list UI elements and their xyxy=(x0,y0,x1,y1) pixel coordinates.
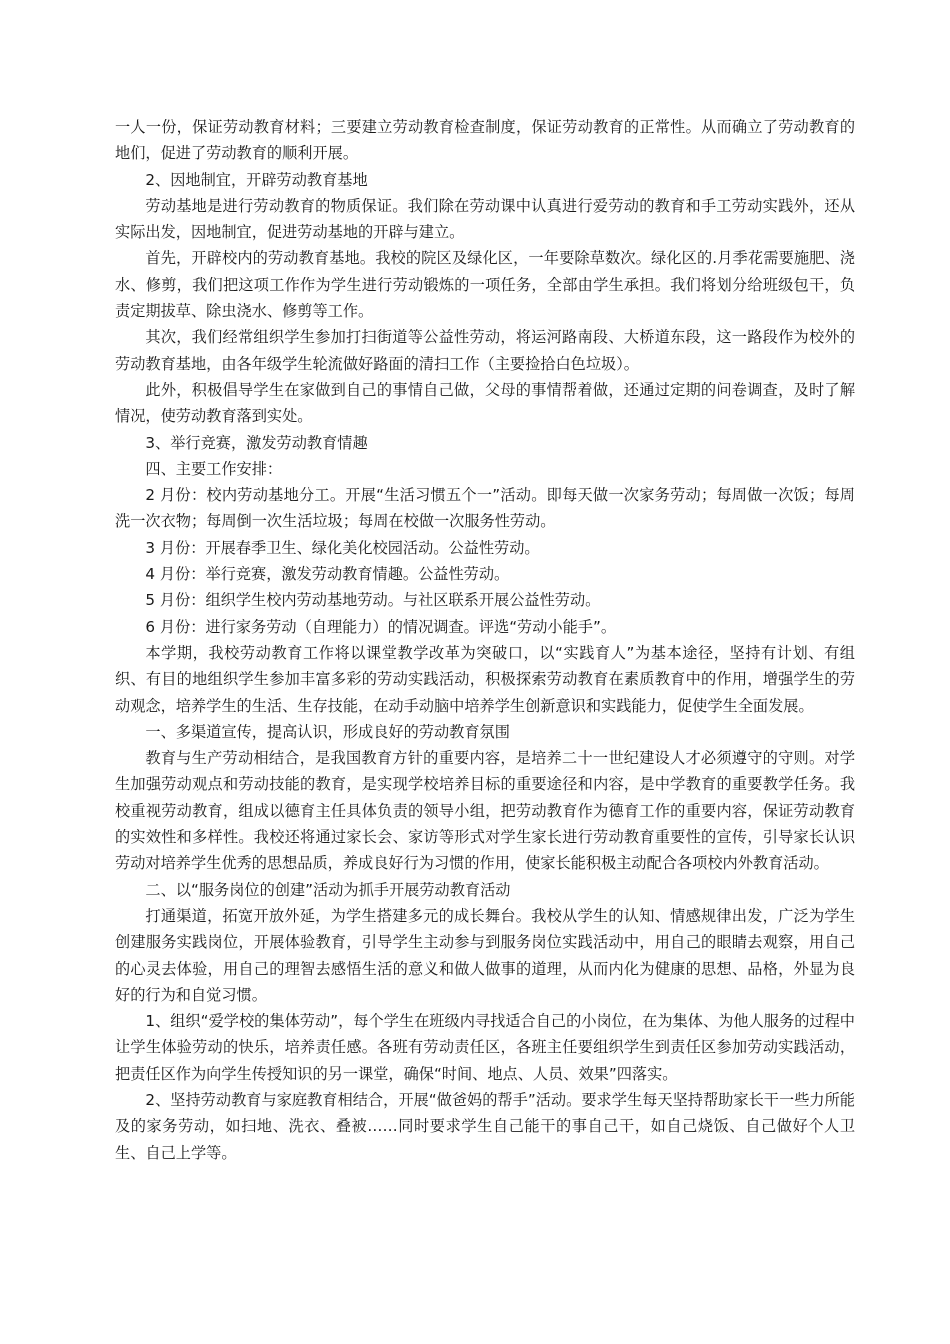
schedule-item-june: 6 月份：进行家务劳动（自理能力）的情况调查。评选“劳动小能手”。 xyxy=(145,617,617,636)
paragraph: 1、组织“爱学校的集体劳动”，每个学生在班级内寻找适合自己的小岗位，在为集体、为他人服务的过程中让学生体验劳动的快乐，培养责任感。各班有劳动责任区，各班主任要组织学生到责任区参加劳动实践活动，把责任区作为向学生传授知识的另一课堂，确保“时间、地点、人员、效果”四落实。 xyxy=(115,1012,855,1083)
paragraph: 首先，开辟校内的劳动教育基地。我校的院区及绿化区，一年要除草数次。绿化区的.月季花需要施肥、浇水、修剪，我们把这项工作作为学生进行劳动锻炼的一项任务，全部由学生承担。我们将划分给班级包干，负责定期拔草、除虫浇水、修剪等工作。 xyxy=(115,249,855,321)
paragraph: 此外，积极倡导学生在家做到自己的事情自己做，父母的事情帮着做，还通过定期的问卷调查，及时了解情况，使劳动教育落到实处。 xyxy=(115,380,855,426)
paragraph-continuation: 一人一份，保证劳动教育材料；三要建立劳动教育检查制度，保证劳动教育的正常性。从而确立了劳动教育的地们，促进了劳动教育的顺利开展。 xyxy=(115,118,855,163)
section-heading-schedule: 四、主要工作安排： xyxy=(145,459,283,478)
schedule-item-may: 5 月份：组织学生校内劳动基地劳动。与社区联系开展公益性劳动。 xyxy=(145,591,601,610)
paragraph: 其次，我们经常组织学生参加打扫街道等公益性劳动，将运河路南段、大桥道东段，这一路段作为校外的劳动教育基地，由各年级学生轮流做好路面的清扫工作（主要捡拾白色垃圾）。 xyxy=(115,328,855,373)
section-heading-service-posts: 二、以“服务岗位的创建”活动为抓手开展劳动教育活动 xyxy=(145,880,511,899)
section-heading-publicity: 一、多渠道宣传，提高认识，形成良好的劳动教育氛围 xyxy=(145,722,510,741)
schedule-item-april: 4 月份：举行竞赛，激发劳动教育情趣。公益性劳动。 xyxy=(145,565,510,584)
paragraph: 打通渠道，拓宽开放外延，为学生搭建多元的成长舞台。我校从学生的认知、情感规律出发，广泛为学生创建服务实践岗位，开展体验教育，引导学生主动参与到服务岗位实践活动中，用自己的眼睛去观察，用自己的心灵去体验，用自己的理智去感悟生活的意义和做人做事的道理，从而内化为健康的思想、品格，外显为良好的行为和自觉习惯。 xyxy=(115,906,855,1004)
paragraph: 劳动基地是进行劳动教育的物质保证。我们除在劳动课中认真进行爱劳动的教育和手工劳动实践外，还从实际出发，因地制宜，促进劳动基地的开辟与建立。 xyxy=(115,196,855,242)
schedule-item-february: 2 月份：校内劳动基地分工。开展“生活习惯五个一”活动。即每天做一次家务劳动；每周做一次饭；每周洗一次衣物；每周倒一次生活垃圾；每周在校做一次服务性劳动。 xyxy=(115,486,855,531)
paragraph: 教育与生产劳动相结合，是我国教育方针的重要内容，是培养二十一世纪建设人才必须遵守的守则。对学生加强劳动观点和劳动技能的教育，是实现学校培养目标的重要途径和内容，是中学教育的重要教学任务。我校重视劳动教育，组成以德育主任具体负责的领导小组，把劳动教育作为德育工作的重要内容，保证劳动教育的实效性和多样性。我校还将通过家长会、家访等形式对学生家长进行劳动教育重要性的宣传，引导家长认识劳动对培养学生优秀的思想品质，养成良好行为习惯的作用，使家长能积极主动配合各项校内外教育活动。 xyxy=(115,749,855,873)
document-body xyxy=(115,114,855,1166)
section-heading-field-base: 2、因地制宜，开辟劳动教育基地 xyxy=(145,170,368,189)
schedule-item-march: 3 月份：开展春季卫生、绿化美化校园活动。公益性劳动。 xyxy=(145,538,540,557)
paragraph: 本学期，我校劳动教育工作将以课堂教学改革为突破口，以“实践育人”为基本途径，坚持有计划、有组织、有目的地组织学生参加丰富多彩的劳动实践活动，积极探索劳动教育在素质教育中的作用，增强学生的劳动观念，培养学生的生活、生存技能，在动手动脑中培养学生创新意识和实践能力，促使学生全面发展。 xyxy=(115,643,855,715)
section-heading-competition: 3、举行竞赛，激发劳动教育情趣 xyxy=(145,433,368,452)
paragraph: 2、坚持劳动教育与家庭教育相结合，开展“做爸妈的帮手”活动。要求学生每天坚持帮助家长干一些力所能及的家务劳动，如扫地、洗衣、叠被……同时要求学生自己能干的事自己干，如自己烧饭、自己做好个人卫生、自己上学等。 xyxy=(115,1090,855,1162)
